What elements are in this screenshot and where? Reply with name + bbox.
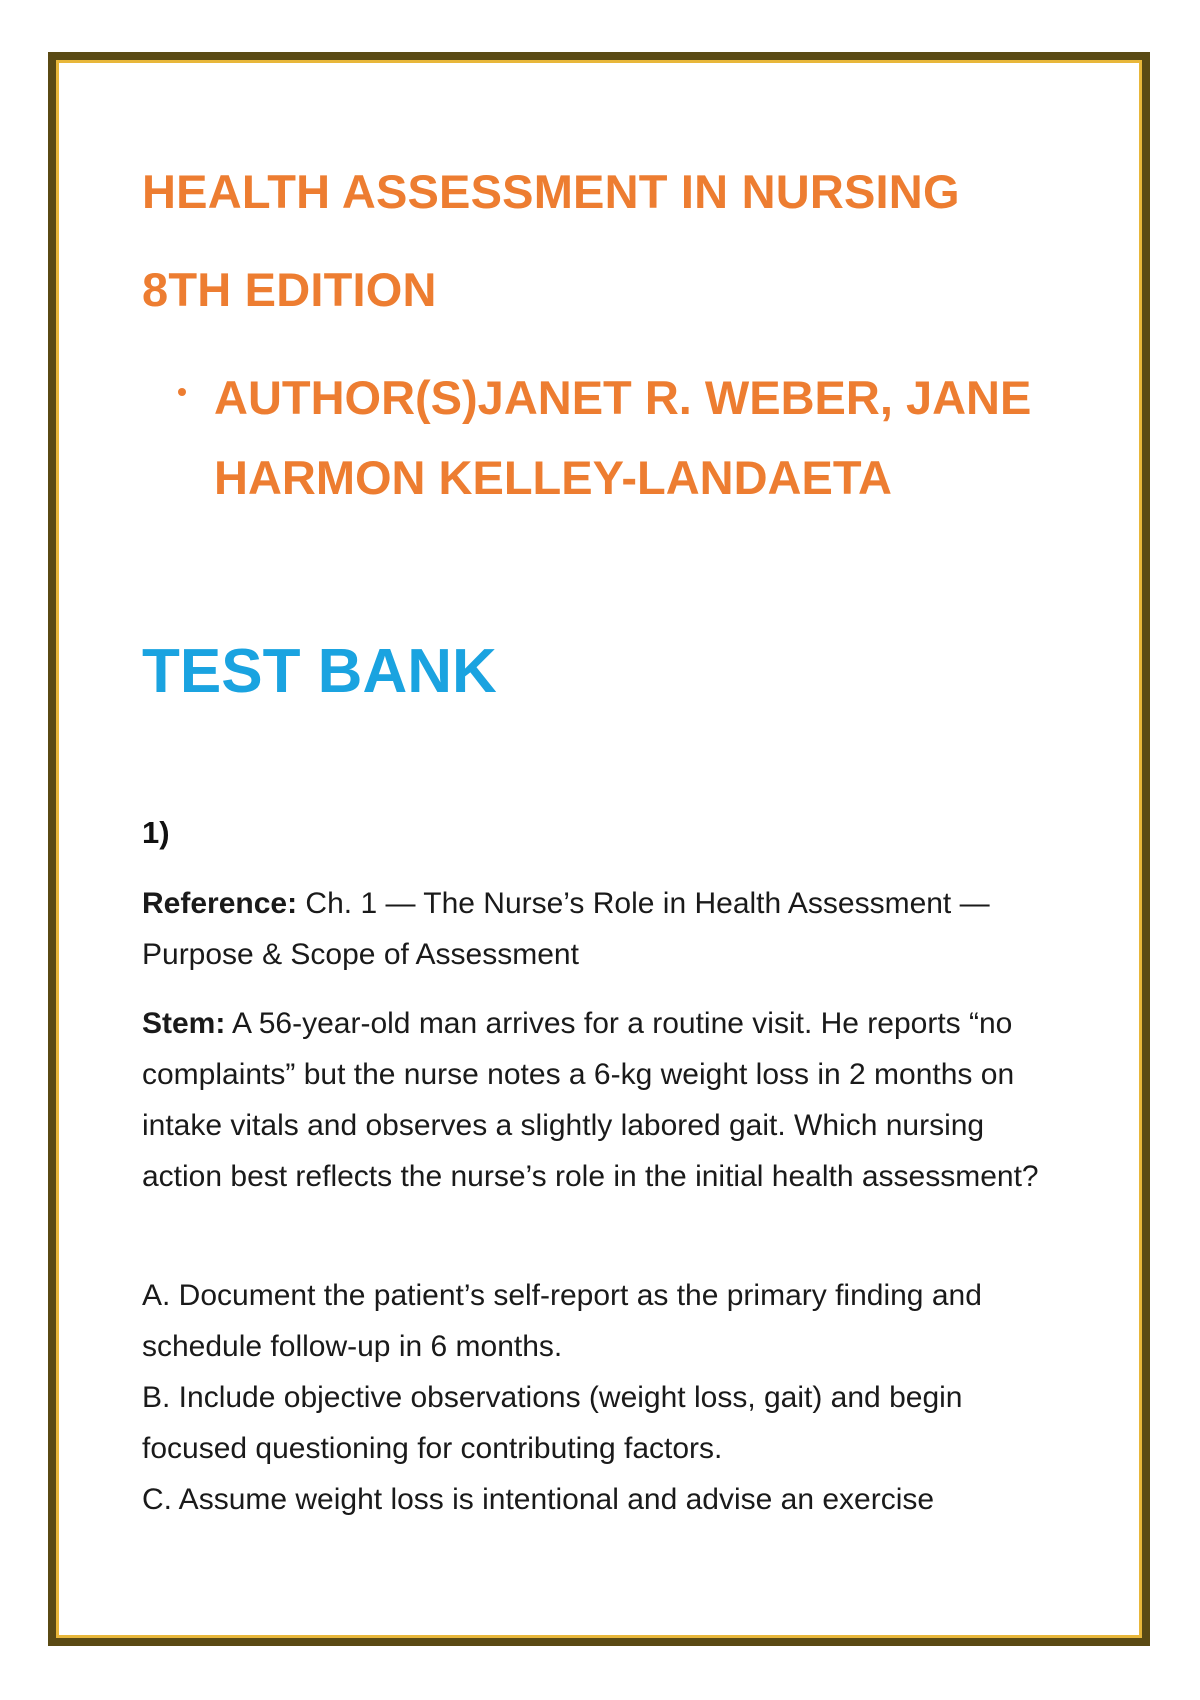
bullet-dot-icon	[178, 388, 186, 396]
answer-option-a: A. Document the patient’s self-report as the primary finding and schedule follow-up in 6 months.	[142, 1279, 982, 1363]
answer-options	[142, 1270, 1062, 1525]
question-reference	[142, 878, 1062, 980]
stem-label: Stem:	[142, 1007, 226, 1040]
answer-option-c: C. Assume weight loss is intentional and advise an exercise	[142, 1483, 935, 1516]
question-stem	[142, 998, 1062, 1202]
answer-option-b: B. Include objective observations (weight loss, gait) and begin focused questioning for contributing factors.	[142, 1381, 963, 1465]
document-title: HEALTH ASSESSMENT IN NURSING	[142, 165, 960, 218]
question-number: 1)	[142, 815, 170, 850]
section-heading: TEST BANK	[142, 637, 497, 706]
edition-label: 8TH EDITION	[142, 263, 437, 316]
reference-label: Reference:	[142, 887, 298, 920]
author-line: AUTHOR(S)JANET R. WEBER, JANE HARMON KELLEY-LANDAETA	[214, 371, 1032, 504]
stem-text: A 56-year-old man arrives for a routine visit. He reports “no complaints” but the nurse notes a 6-kg weight loss in 2 months on intake vitals and observes a slightly labored gait. Which nursing action best reflects the nurse’s role in the initial health assessment?	[142, 1007, 1039, 1193]
reference-text: Ch. 1 — The Nurse’s Role in Health Assessment — Purpose & Scope of Assessment	[142, 887, 990, 971]
